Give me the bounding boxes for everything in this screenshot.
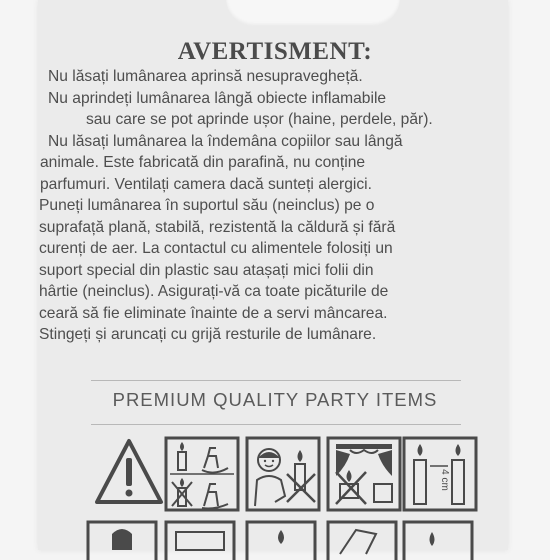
bottom-icon-4: [326, 520, 398, 560]
hang-hole: [226, 0, 400, 26]
warning-line: Nu aprindeți lumânarea lângă obiecte inflamabile: [48, 89, 387, 107]
warning-text: [39, 66, 488, 346]
warning-line: suprafață plană, stabilă, rezistentă la căldură și fără: [39, 218, 396, 236]
warning-triangle-icon: [93, 436, 165, 508]
warning-line: ceară să fie eliminate înainte de a servi mâncarea.: [39, 304, 388, 322]
warning-line: parfumuri. Ventilați camera dacă sunteți alergici.: [40, 175, 372, 193]
warning-line: curenți de aer. La contactul cu alimentele folosiți un: [39, 240, 393, 257]
distance-label: 4 cm: [439, 469, 450, 491]
candle-away-from-furniture-icon: [164, 436, 240, 512]
warning-line: hârtie (neinclus). Asigurați-vă ca toate picăturile de: [39, 283, 389, 300]
warning-line: suport special din plastic sau atașați mici folii din: [39, 261, 374, 279]
candle-spacing-icon: [402, 436, 478, 512]
warning-line: animale. Este fabricată din parafină, nu conține: [40, 154, 366, 171]
keep-away-from-curtains-icon: [326, 436, 402, 512]
warning-line: Puneți lumânarea în suportul său (neinclus) pe o: [39, 197, 375, 214]
warning-line: Nu lăsați lumânarea la îndemâna copiilor sau lângă: [48, 132, 403, 150]
warning-line: Stingeți și aruncați cu grijă resturile de lumânare.: [39, 326, 377, 343]
bottom-icon-3: [245, 520, 317, 560]
bottom-icon-5: [402, 520, 474, 560]
divider-top: [91, 380, 461, 381]
warning-line: sau care se pot aprinde ușor (haine, perdele, păr).: [86, 111, 433, 128]
keep-away-from-children-icon: [245, 436, 321, 512]
warning-line: Nu lăsați lumânarea aprinsă nesupravegheță.: [48, 68, 363, 85]
divider-bottom: [91, 424, 461, 425]
bottom-icon-2: [164, 520, 236, 560]
bottom-icon-1: [86, 520, 158, 560]
warning-title: AVERTISMENT:: [177, 38, 373, 65]
brand-line: PREMIUM QUALITY PARTY ITEMS: [112, 389, 438, 410]
